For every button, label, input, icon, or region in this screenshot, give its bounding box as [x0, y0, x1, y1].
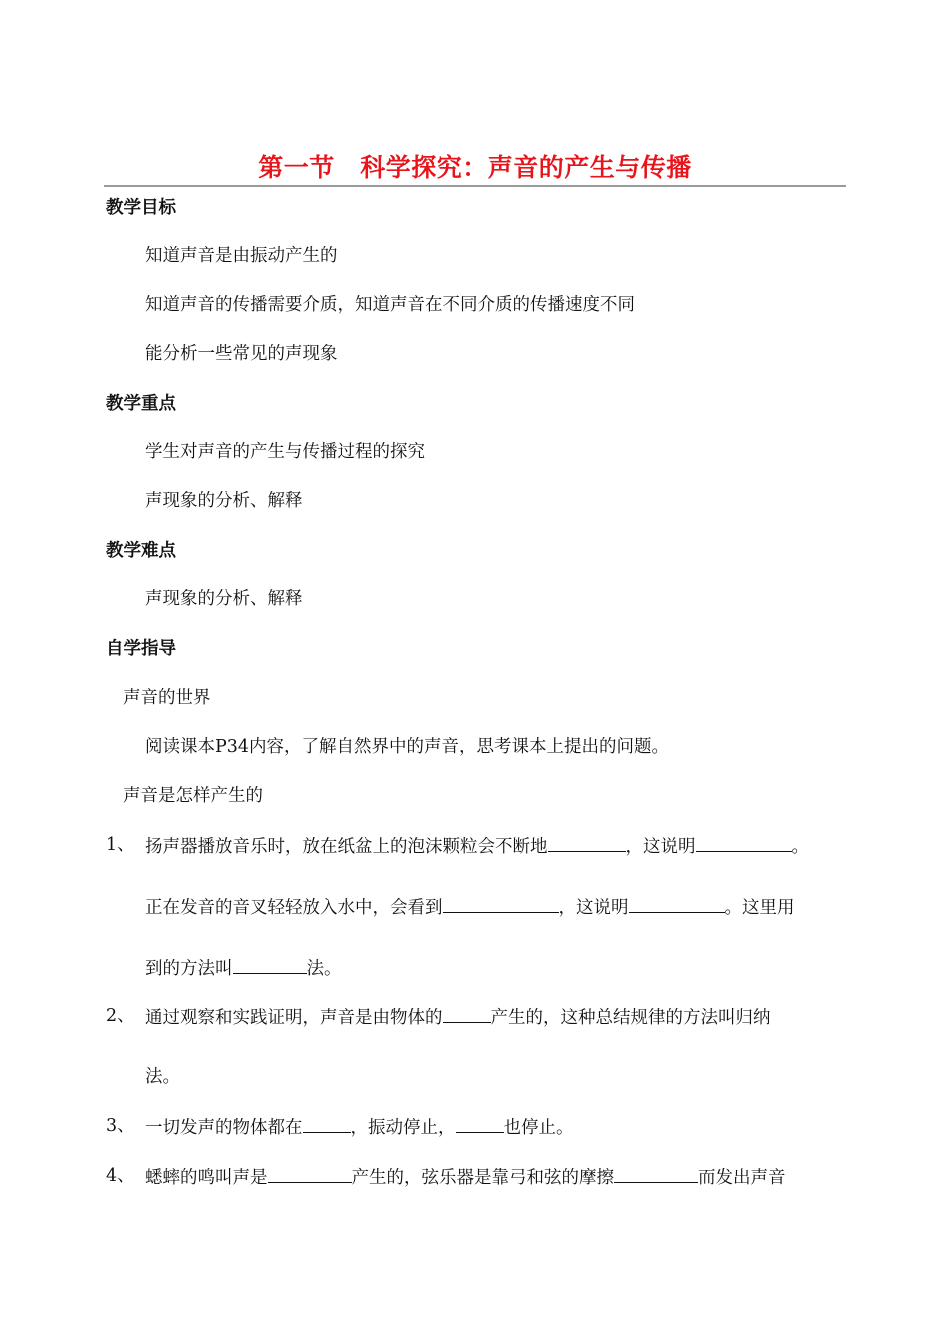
answer-blank[interactable]: [303, 1114, 351, 1133]
question-line: [145, 1065, 180, 1089]
question-number: 2、: [106, 1006, 135, 1026]
answer-blank[interactable]: [233, 955, 307, 974]
section-heading-guide: 自学指导: [106, 639, 176, 659]
page-title: 第一节 科学探究：声音的产生与传播: [258, 153, 692, 182]
question-line: [145, 894, 795, 920]
answer-blank[interactable]: [456, 1114, 504, 1133]
question-text: 到的方法叫: [145, 959, 233, 979]
answer-blank[interactable]: [614, 1164, 698, 1183]
question-line: [145, 833, 809, 859]
goal-item: 知道声音的传播需要介质，知道声音在不同介质的传播速度不同: [145, 295, 635, 315]
answer-blank[interactable]: [696, 833, 792, 852]
answer-blank[interactable]: [443, 894, 559, 913]
answer-blank[interactable]: [443, 1004, 491, 1023]
question-text: ，振动停止，: [350, 1118, 456, 1138]
guide-text: 阅读课本P34内容，了解自然界中的声音，思考课本上提出的问题。: [145, 737, 670, 757]
section-heading-key-points: 教学重点: [106, 394, 176, 414]
question-text: 法。: [306, 959, 342, 979]
question-text: 蟋蟀的鸣叫声是: [145, 1168, 268, 1188]
key-point-item: 学生对声音的产生与传播过程的探究: [145, 442, 425, 462]
question-number: 1、: [106, 835, 135, 855]
goal-item: 能分析一些常见的声现象: [145, 344, 338, 364]
question-text: 也停止。: [503, 1118, 574, 1138]
question-text: 正在发音的音叉轻轻放入水中，会看到: [145, 898, 443, 918]
question-number: 3、: [106, 1116, 135, 1136]
question-text: 。: [791, 837, 809, 857]
question-text: 扬声器播放音乐时，放在纸盆上的泡沫颗粒会不断地: [145, 837, 548, 857]
question-text: 产生的，这种总结规律的方法叫归纳: [490, 1008, 771, 1028]
title-divider: [104, 185, 846, 187]
question-line: [145, 1164, 786, 1190]
question-text: 产生的，弦乐器是靠弓和弦的摩擦: [351, 1168, 614, 1188]
question-line: [145, 1004, 771, 1030]
question-text: 法。: [145, 1067, 180, 1087]
section-heading-difficulties: 教学难点: [106, 541, 176, 561]
question-text: 而发出声音: [698, 1168, 786, 1188]
question-line: [145, 955, 342, 981]
answer-blank[interactable]: [548, 833, 626, 852]
question-text: 一切发声的物体都在: [145, 1118, 303, 1138]
goal-item: 知道声音是由振动产生的: [145, 246, 338, 266]
question-text: ，这说明: [558, 898, 629, 918]
question-number: 4、: [106, 1166, 135, 1186]
question-line: [145, 1114, 574, 1140]
guide-subheading: 声音是怎样产生的: [123, 786, 263, 806]
answer-blank[interactable]: [629, 894, 725, 913]
key-point-item: 声现象的分析、解释: [145, 491, 303, 511]
question-text: ，这说明: [625, 837, 696, 857]
section-heading-goals: 教学目标: [106, 198, 176, 218]
answer-blank[interactable]: [268, 1164, 352, 1183]
difficulty-item: 声现象的分析、解释: [145, 589, 303, 609]
question-text: 通过观察和实践证明，声音是由物体的: [145, 1008, 443, 1028]
question-text: 。这里用: [724, 898, 795, 918]
guide-subheading: 声音的世界: [123, 688, 211, 708]
